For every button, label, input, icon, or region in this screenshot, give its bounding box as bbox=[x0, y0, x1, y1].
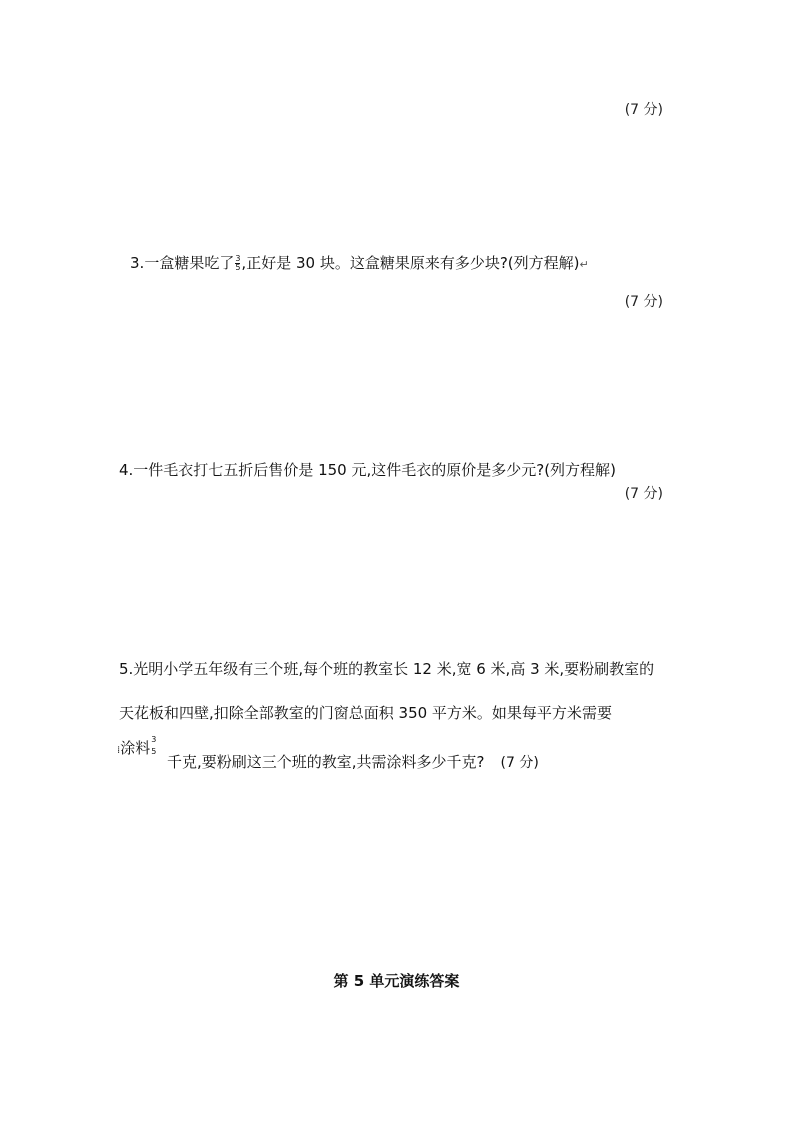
q5-line3-prefix: 涂料 bbox=[120, 739, 151, 757]
question-4: 4.一件毛衣打七五折后售价是 150 元,这件毛衣的原价是多少元?(列方程解) bbox=[119, 461, 616, 479]
q5-frac-den: 5 bbox=[151, 747, 157, 756]
q5-left-bracket-icon: ⁞ bbox=[117, 745, 121, 756]
q5-fraction bbox=[151, 736, 156, 756]
answers-title: 第 5 单元演练答案 bbox=[333, 972, 460, 990]
q3-text-before: 一盒糖果吃了 bbox=[144, 254, 235, 272]
question-3 bbox=[130, 253, 589, 275]
question-5-line-3a bbox=[117, 735, 157, 761]
q3-fraction bbox=[235, 255, 240, 272]
question-5-line-2: 天花板和四壁,扣除全部教室的门窗总面积 350 平方米。如果每平方米需要 bbox=[119, 704, 612, 722]
q5-line3-rest: 千克,要粉刷这三个班的教室,共需涂料多少千克? bbox=[167, 753, 485, 771]
q3-frac-num: 3 bbox=[235, 254, 241, 263]
q3-text-after: ,正好是 30 块。这盒糖果原来有多少块?(列方程解) bbox=[241, 254, 580, 272]
q3-frac-den: 5 bbox=[235, 263, 241, 272]
q3-points: (7 分) bbox=[624, 294, 663, 310]
q2-points: (7 分) bbox=[624, 102, 663, 118]
q3-number: 3. bbox=[130, 254, 145, 272]
question-5-line-1: 5.光明小学五年级有三个班,每个班的教室长 12 米,宽 6 米,高 3 米,要粉刷教室的 bbox=[119, 660, 655, 678]
q3-return-mark: ↵ bbox=[579, 258, 589, 271]
q5-frac-num: 3 bbox=[151, 735, 157, 744]
question-5-line-3b bbox=[167, 752, 539, 773]
q4-points: (7 分) bbox=[624, 486, 663, 502]
q5-points: (7 分) bbox=[500, 755, 539, 771]
